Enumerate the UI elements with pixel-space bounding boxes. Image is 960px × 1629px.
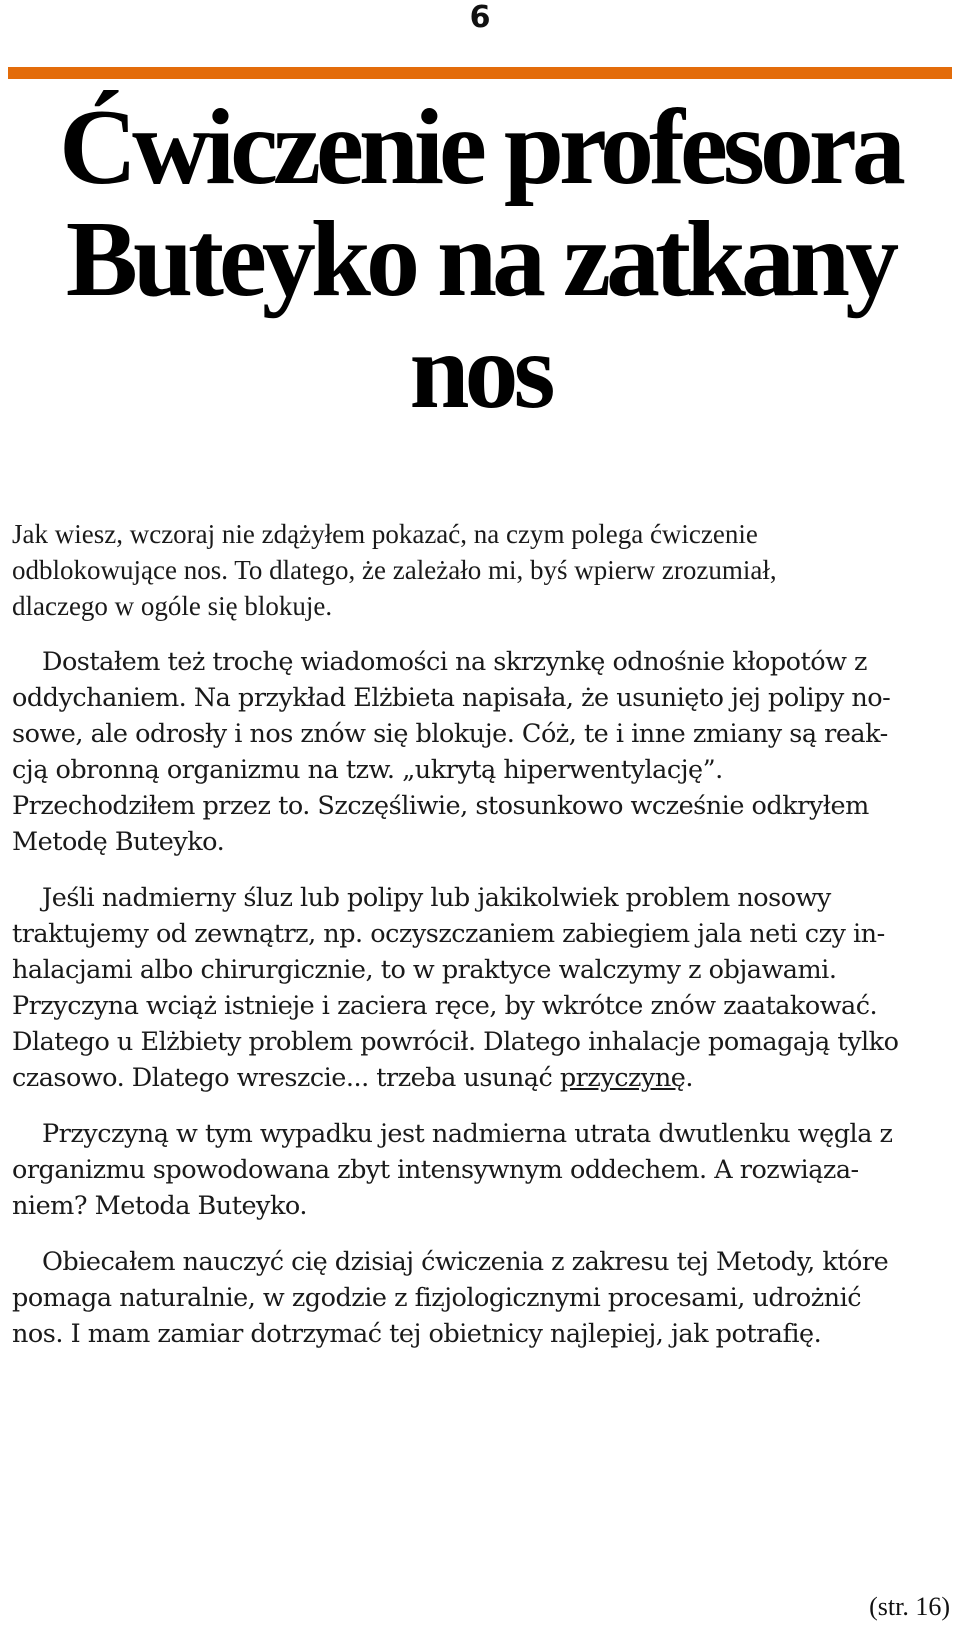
paragraph-text: . <box>685 1063 693 1093</box>
paragraph-line: sowe, ale odrosły i nos znów się blokuje. Cóż, te i inne zmiany są reak- <box>12 719 888 749</box>
paragraph-line-last <box>12 1060 952 1096</box>
paragraph-line: traktujemy od zewnątrz, np. oczyszczaniem zabiegiem jala neti czy in- <box>12 919 885 949</box>
paragraph-line: Metodę Buteyko. <box>12 827 225 857</box>
paragraph-line: Obiecałem nauczyć cię dzisiaj ćwiczenia z zakresu tej Metody, które <box>42 1247 889 1277</box>
paragraph-4 <box>12 1116 952 1224</box>
page-reference: (str. 16) <box>869 1592 950 1621</box>
paragraph-line: dlaczego w ogóle się blokuje. <box>12 591 333 621</box>
paragraph-line: Dostałem też trochę wiadomości na skrzynkę odnośnie kłopotów z <box>42 647 867 677</box>
paragraph-line: niem? Metoda Buteyko. <box>12 1191 307 1221</box>
paragraph-line: nos. I mam zamiar dotrzymać tej obietnicy najlepiej, jak potrafię. <box>12 1319 822 1349</box>
paragraph-3 <box>12 880 952 1096</box>
paragraph-line: Przyczyną w tym wypadku jest nadmierna utrata dwutlenku węgla z <box>42 1119 893 1149</box>
chapter-title-line-3: nos <box>409 312 551 431</box>
paragraph-text: czasowo. Dlatego wreszcie... trzeba usunąć <box>12 1063 560 1093</box>
paragraph-line: halacjami albo chirurgicznie, to w praktyce walczymy z objawami. <box>12 955 837 985</box>
przyczyne-link[interactable]: przyczynę <box>559 1063 686 1093</box>
paragraph-line: Przyczyna wciąż istnieje i zaciera ręce, by wkrótce znów zaatakować. <box>12 991 878 1021</box>
paragraph-line: Jak wiesz, wczoraj nie zdążyłem pokazać, na czym polega ćwiczenie <box>12 519 758 549</box>
chapter-title <box>0 88 960 431</box>
paragraph-5 <box>12 1244 952 1352</box>
paragraph-1 <box>12 516 952 624</box>
paragraph-line: oddychaniem. Na przykład Elżbieta napisała, że usunięto jej polipy no- <box>12 683 891 713</box>
paragraph-2 <box>12 644 952 860</box>
paragraph-line: organizmu spowodowana zbyt intensywnym oddechem. A rozwiąza- <box>12 1155 859 1185</box>
paragraph-line: cją obronną organizmu na tzw. „ukrytą hiperwentylację”. <box>12 755 723 785</box>
chapter-title-line-2: Buteyko na zatkany <box>65 200 895 319</box>
page-number: 6 <box>469 0 491 35</box>
paragraph-line: Przechodziłem przez to. Szczęśliwie, stosunkowo wcześnie odkryłem <box>12 791 869 821</box>
paragraph-line: pomaga naturalnie, w zgodzie z fizjologicznymi procesami, udrożnić <box>12 1283 862 1313</box>
article-body <box>12 516 952 1372</box>
chapter-title-line-1: Ćwiczenie profesora <box>59 88 901 207</box>
paragraph-line: Dlatego u Elżbiety problem powrócił. Dlatego inhalacje pomagają tylko <box>12 1027 899 1057</box>
paragraph-line: odblokowujące nos. To dlatego, że zależało mi, byś wpierw zrozumiał, <box>12 555 777 585</box>
paragraph-line: Jeśli nadmierny śluz lub polipy lub jakikolwiek problem nosowy <box>42 883 831 913</box>
header-rule <box>8 67 952 79</box>
